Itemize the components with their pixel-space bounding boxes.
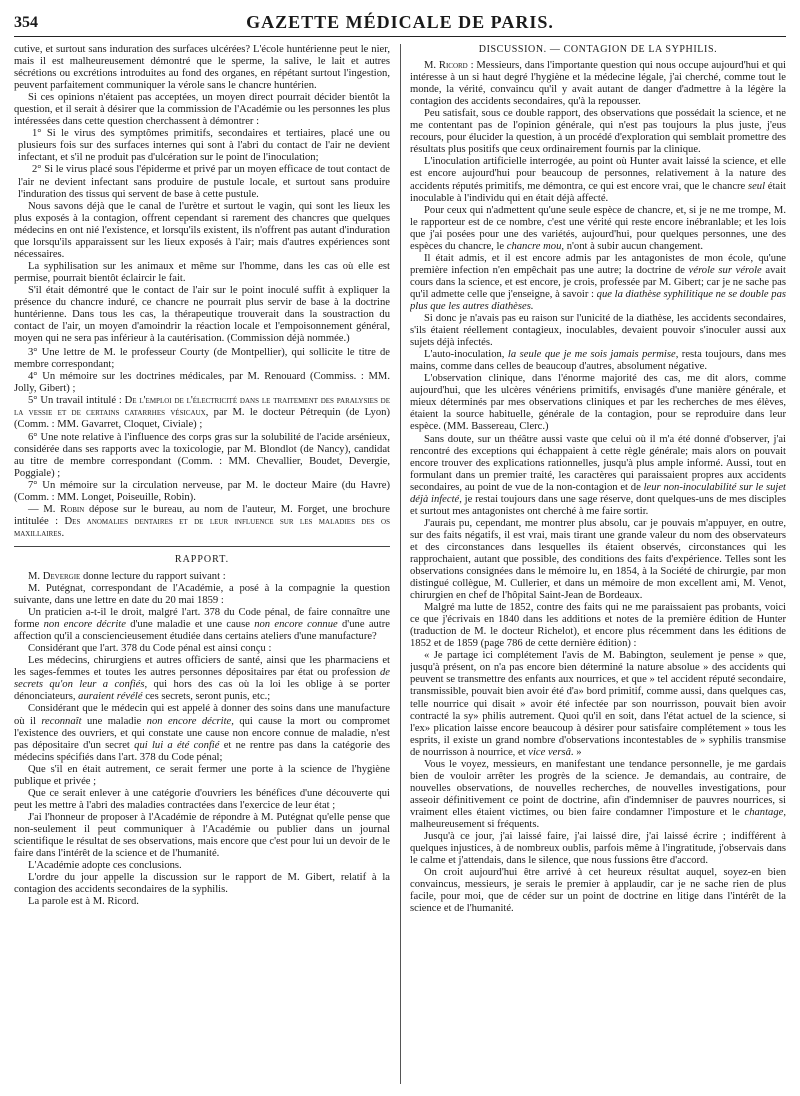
emphasis: non encore décrite (146, 715, 232, 727)
paragraph-text: Les médecins, chirurgiens et autres officiers de santé, ainsi que les pharmaciens et les sages-femmes et toutes les autres personnes dépositaires par état ou profession (14, 655, 390, 679)
item-text: dépose sur le bureau, au nom de l'auteur, M. Forget, une brochure intitulée : (14, 503, 390, 527)
paragraph-text: L'inoculation artificielle interrogée, au point où Hunter avait laissé la science, et elle est encore aujourd'hui pour beaucoup de personnes, relativement à la nature des accidents réputés primitifs, me démontra, ce qui est encore vrai, que le chancre (410, 156, 786, 192)
paragraph-text: , malheureusement si fréquents. (410, 806, 786, 830)
list-item: 2° Si le virus placé sous l'épiderme et privé par un moyen efficace de tout contact de l'air ne devient infectant sans produire de pustule locale, et surtout sans produire l'induration des tissus qui servent de base à cette pustule. (18, 164, 390, 200)
speaker-name: — M. Robin (28, 503, 85, 515)
correspondence-item: 3° Une lettre de M. le professeur Courty (de Montpellier), qui sollicite le titre de membre correspondant; (14, 347, 390, 371)
page-header (14, 8, 786, 37)
paragraph: L'ordre du jour appelle la discussion sur le rapport de M. Gibert, relatif à la contagion des accidents secondaires de la syphilis. (14, 872, 390, 896)
paragraph-text: Pour ceux qui n'admettent qu'une seule espèce de chancre, et, si je ne me trompe, M. le rapporteur est de ce nombre, c'est une vérité qui reste encore inébranlable; et les lois que j'ai posées pour une des variétés, aujourd'hui, pour quelques personnes, une des espèces du chancre, le (410, 204, 786, 252)
item-text: , par M. le docteur Pétrequin (de Lyon) (Comm. : MM. Gavarret, Cloquet, Civiale) ; (14, 407, 390, 431)
paragraph-text: Considérant que le médecin qui est appelé à donner des soins dans une manufacture où il (14, 703, 390, 727)
correspondence-item (14, 504, 390, 540)
emphasis: la seule que je me sois jamais permise (507, 349, 676, 361)
paragraph (14, 607, 390, 643)
emphasis: non encore décrite (43, 619, 126, 631)
paragraph: Considérant que l'art. 378 du Code pénal est ainsi conçu : (28, 643, 272, 655)
paragraph-text: L'auto-inoculation, (424, 349, 508, 361)
paragraph (14, 571, 390, 583)
paragraph: Nous savons déjà que le canal de l'urètre et surtout le vagin, qui sont les lieux les plus exposés à la contagion, offrent cependant si rarement des chancres que quelques médecins en ont nié l'existence, et lorsqu'ils existent, ils n'offrent pas autant d'induration que lorsqu'ils apparaissent sur les lieux exposés à l'air; mais d'autres expériences sont nécessaires. (14, 200, 390, 260)
paragraph: cutive, et surtout sans induration des surfaces ulcérées? L'école huntérienne peut le nier, mais il est malheureusement démontré que le sperme, la salive, le lait et autres sécrétions ou excrétions introduites au fond des organes, en répétant surtout l'ingestion, peuvent parfaitement communiquer la vérole sans le chancre huntérien. (14, 44, 390, 92)
emphasis: chancre mou (506, 240, 562, 252)
paragraph-text: , n'ont à subir aucun changement. (561, 240, 704, 252)
left-column (14, 44, 390, 1084)
paragraph: Que ce serait enlever à une catégorie d'ouvriers les bénéfices d'une découverte qui peut les mettre à l'abri des maladies contractées dans l'exercice de leur état ; (14, 787, 390, 811)
paragraph-text: Vous le voyez, messieurs, en manifestant une tendance personnelle, je me gardais bien de vouloir arrêter les progrès de la science. Je demandais, au contraire, de nouvelles observations, de nouvelles recherches, de nouvelles investigations, pour asseoir définitivement ce point de doctrine, afin d'indemniser de pauvres nourrices, si vraiment elles étaient victimes, ou bien faire condamner l'imposture et le (410, 758, 786, 818)
paragraph: Malgré ma lutte de 1852, contre des faits qui ne me paraissaient pas probants, voici ce que j'écrivais en 1840 dans les additions et notes de la première édition de Hunter (traduction de M. le docteur Richelot), et encore plus récemment dans les éditions de 1852 et de 1859 (page 786 de cette dernière édition) : (410, 602, 786, 650)
paragraph: Peu satisfait, sous ce double rapport, des observations que possédait la science, et ne me contentant pas de l'opinion générale, qui n'est pas toujours la plus juste, j'eus recours, pour élucider la question, à un procédé d'exploration qui semblait promettre des résultats plus positifs que ceux ordinairement fournis par la clinique. (410, 108, 786, 156)
item-text: 5° Un travail intitulé : (28, 395, 125, 407)
paragraph (14, 655, 390, 703)
quotation (410, 650, 786, 758)
paragraph-text: d'une autre affection qu'il a consciencieusement étudiée dans certains ateliers d'une manufacture? (14, 619, 390, 643)
paragraph: L'observation clinique, dans l'énorme majorité des cas, me dit alors, comme aujourd'hui, que les ulcères vénériens primitifs, envisagés d'une manière générale, et mieux déterminés par mes observations cliniques et par les recherches de mes élèves, étaient la source habituelle, générale de la contagion, pour se reproduire dans leur espèce. (MM. Bassereau, Clerc.) (410, 373, 786, 433)
paragraph: L'Académie adopte ces conclusions. (28, 860, 182, 872)
paragraph: La syphilisation sur les animaux et même sur l'homme, dans les cas où elle est permise, pourrait bientôt éclaircir le fait. (14, 260, 390, 284)
correspondence-item: 6° Une note relative à l'influence des corps gras sur la solubilité de l'acide arsénieux, considérée dans ses rapports avec la toxicologie, par M. Blondlot (de Nancy), candidat au titre de membre correspondant (Comm. : MM. Chevallier, Boudet, Devergie, Poggiale) ; (14, 431, 390, 479)
right-column (410, 44, 786, 1084)
paragraph-text: , resta toujours, dans mes mains, comme dans celles de beaucoup d'autres, absolument négative. (410, 349, 786, 373)
speaker-name: M. Ricord (424, 60, 468, 72)
correspondence-item: 4° Un mémoire sur les doctrines médicales, par M. Renouard (Commiss. : MM. Jolly, Gibert) ; (14, 371, 390, 395)
speaker-name: M. Devergie (28, 570, 81, 582)
correspondence-item: 7° Un mémoire sur la circulation nerveuse, par M. le docteur Maire (du Havre) (Comm. : MM. Longet, Poiseuille, Robin). (14, 479, 390, 503)
emphasis: vice versâ (528, 746, 571, 758)
paragraph: S'il était démontré que le contact de l'air sur le point inoculé suffit à expliquer la présence du chancre induré, ce chancre ne pourrait plus servir de base à la doctrine huntérienne. Dans tous les cas, la thérapeutique trouverait dans la soustraction du contact de l'air, un moyen d'amoindrir la réaction locale et l'empoisonnement général, moyen qui ne sera pas inférieur à la cautérisation. (Commission déjà nommée.) (14, 284, 390, 345)
emphasis: de secrets qu'on leur a confiés (14, 667, 390, 691)
list-item: 1° Si le virus des symptômes primitifs, secondaires et tertiaires, placé une ou plusieurs fois sur des surfaces internes qui sont à l'abri du contact de l'air ne devient infectant, et s'il ne produit pas d'ulcération sur le point de l'inoculation; (18, 128, 390, 164)
paragraph (410, 759, 786, 831)
paragraph: La parole est à M. Ricord. (28, 896, 139, 908)
paragraph-text: avait cours dans la science, et est encore, je crois, professée par M. Gibert; car je ne sache pas qu'il admette celle que j'enseigne, à savoir : (410, 264, 786, 300)
paragraph (14, 703, 390, 763)
paragraph (410, 253, 786, 313)
paragraph-text: Il était admis, et il est encore admis par les antagonistes de mon école, qu'une première infection n'en empêchait pas une autre; la doctrine de (410, 252, 786, 276)
paragraph (410, 156, 786, 204)
emphasis: seul (747, 180, 766, 192)
paragraph: M. Putégnat, correspondant de l'Académie, a posé à la compagnie la question suivante, dans une lettre en date du 20 mai 1859 : (14, 583, 390, 607)
paragraph-text: , je restai toujours dans une sage réserve, dont quelques-uns de mes disciples et surtout mes antagonistes ont cherché à me faire sortir. (410, 493, 786, 517)
paragraph (410, 434, 786, 518)
emphasis: auraient révélé (78, 691, 143, 703)
paragraph-text: Sans doute, sur un théâtre aussi vaste que celui où il m'a été donné d'observer, j'ai rencontré des exceptions qui échappaient à cette règle générale; mais alors on pouvait encore trouver des explications rationnelles, jusqu'à plus ample informé. Aussi, tout en formulant dans un premier traité, les caractères qui paraissaient propres aux accidents secondaires, au point de vue de la non-contagion et de (410, 433, 786, 493)
journal-title: GAZETTE MÉDICALE DE PARIS. (246, 12, 554, 32)
emphasis: que la diathèse syphilitique ne se double pas plus que les autres diathèses. (410, 288, 786, 312)
paragraph-text: d'une maladie et une cause (125, 619, 255, 631)
paragraph-text: Un praticien a-t-il le droit, malgré l'art. 378 du Code pénal, de faire connaître une forme (14, 607, 390, 631)
paragraph-text: était inoculable à l'individu qui en était déjà affecté. (410, 180, 786, 204)
paragraph-text: , qui cause la mort ou compromet l'existence des ouvriers, et qui constate une cause non encore connue de maladie, n'est pas dépositaire d'un secret (14, 715, 390, 751)
paragraph (410, 60, 786, 108)
paragraph (410, 349, 786, 373)
emphasis: non encore connue (254, 619, 338, 631)
emphasis: reconnaît (41, 715, 82, 727)
correspondence-item (14, 395, 390, 431)
paragraph: Si donc je n'avais pas eu raison sur l'unicité de la diathèse, les accidents secondaires, s'ils étaient réellement contagieux, inoculables, devaient pouvoir s'inoculer aussi aux sujets déjà infectés. (410, 313, 786, 349)
work-title: Des anomalies dentaires et de leur influence sur les maladies des os maxillaires. (14, 515, 390, 539)
paragraph-text: et ne rentre pas dans la catégorie des médecins spécifiés dans l'art. 378 du Code pénal; (14, 739, 390, 763)
column-rule (400, 44, 401, 1084)
section-divider (14, 546, 390, 547)
page-number: 354 (14, 14, 38, 31)
paragraph: Si ces opinions n'étaient pas acceptées, un moyen direct pourrait décider bientôt la question, et il serait à désirer que la commission de l'Académie ou les personnes les plus intéressées dans cette question cherchassent à démontrer : (14, 92, 390, 128)
section-heading-rapport: RAPPORT. (174, 553, 230, 565)
paragraph: J'aurais pu, cependant, me montrer plus absolu, car je pouvais m'appuyer, en outre, sur des faits négatifs, il est vrai, mais tirant une grande valeur du nom des observateurs et des circonstances dans lesquelles ils étaient observés, circonstances qui les rapprochaient, autant que possible, des conditions des faits d'expérience. Telles sont les observations consignées dans le mémoire lu, en 1854, à la Société de chirurgie, par mon distingué collègue, M. Cullerier, et dans un mémoire de mon excellent ami, M. Venot, chirurgien en chef de l'hôpital Saint-Jean de Bordeaux. (410, 517, 786, 602)
paragraph: J'ai l'honneur de proposer à l'Académie de répondre à M. Putégnat qu'elle pense que non-seulement il peut communiquer à l'Académie ou publier dans un journal scientifique le résultat de ses observations, mais encore que c'est pour lui un devoir de le faire dans l'intérêt de la science et de l'humanité. (14, 811, 390, 860)
paragraph: On croit aujourd'hui être arrivé à cet heureux résultat auquel, soyez-en bien convaincus, messieurs, je serais le premier à applaudir, car je ne sache rien de plus facile, pour moi, que de céder sur un point de doctrine en litige dans l'intérêt de la science et de l'humanité. (410, 867, 786, 915)
paragraph-text: donne lecture du rapport suivant : (80, 570, 226, 582)
emphasis: vérole sur vérole (688, 264, 762, 276)
paragraph: Que s'il en était autrement, ce serait fermer une porte à la science de l'hygiène publique et privée ; (14, 763, 390, 787)
paragraph-text: ces secrets, seront punis, etc.; (142, 691, 271, 703)
quotation-text: « Je partage ici complétement l'avis de M. Babington, seulement je pense » que, jusqu'à présent, on n'a pas encore bien déterminé la nature absolue » des accidents qui peuvent se transmettre des enfants aux nourrices, et que » tel accident réputé secondaire, transmissible, pouvait bien avoir été d'a» bord primitif, comme aussi, dans quelques cas, telle nourrice qui disait » avoir été infectée par son nourrisson, pouvait bien avoir contracté la sy» philis autrement. Quoi qu'il en soit, dans l'état actuel de la science, si l'ex» plication laisse encore beaucoup à désirer pour satisfaire complétement » tous les esprits, il existe un grand nombre d'observations incontestables de » syphilis transmise de nourrisson à nourrice, et (410, 650, 786, 758)
emphasis: leur non-inoculabilité sur le sujet déjà infecté (410, 481, 786, 505)
quotation-text: . » (570, 746, 582, 758)
emphasis: chantage (744, 806, 784, 818)
paragraph: Jusqu'à ce jour, j'ai laissé faire, j'ai laissé dire, j'ai laissé écrire ; indifférent à quelques injustices, à de nombreux oublis, parfois même à l'ingratitude, j'observais dans le calme et j'attendais, dans le silence, que nous fussions être d'accord. (410, 831, 786, 867)
paragraph-text: : Messieurs, dans l'importante question qui nous occupe aujourd'hui et qui intéresse à un si haut degré l'hygiène et la médecine légale, j'ai cherché, comme tout le monde, la vérité, convaincu qu'il y avait autant de danger d'admettre à la légère la contagion des accidents secondaires, qu'à la repousser. (410, 60, 786, 108)
work-title: De l'emploi de l'électricité dans le traitement des paralysies de la vessie et de certains catarrhes vésicaux (14, 395, 390, 419)
emphasis: qui lui a été confié (134, 739, 220, 751)
paragraph-text: , qui hors des cas où la loi les oblige à se porter dénonciateurs, (14, 679, 390, 703)
section-heading-discussion: DISCUSSION. — CONTAGION DE LA SYPHILIS. (478, 44, 718, 55)
paragraph (410, 205, 786, 253)
paragraph-text: une maladie (81, 715, 147, 727)
